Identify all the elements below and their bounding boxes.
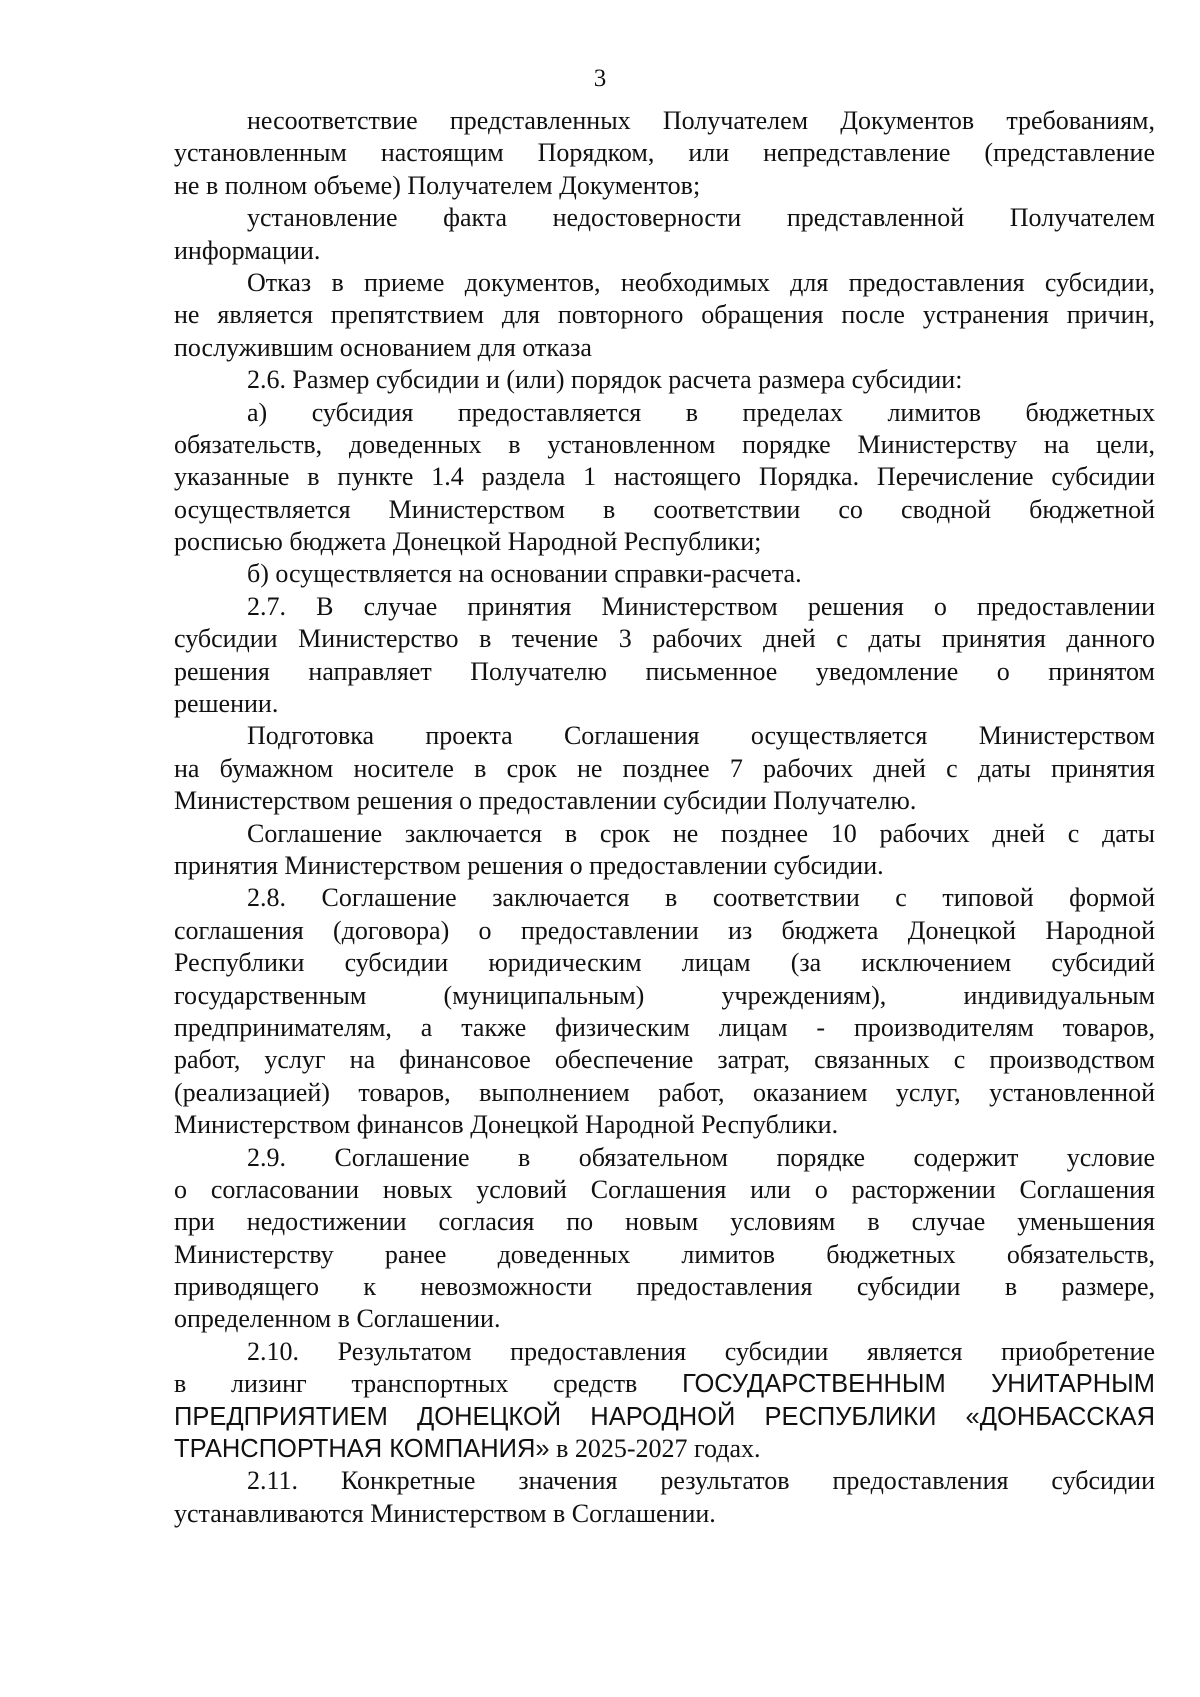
section-2-7-start: 2.7. В случае принятия Министерством решения о предоставлении <box>247 591 1155 621</box>
section-heading-2-6: 2.6. Размер субсидии и (или) порядок расчета размера субсидии: <box>247 365 963 395</box>
text-line: решения направляет Получателю письменное уведомление о принятом <box>174 656 1155 686</box>
text-line: обязательств, доведенных в установленном порядке Министерству на цели, <box>174 429 1155 459</box>
text-line: соглашения (договора) о предоставлении из бюджета Донецкой Народной <box>174 915 1155 945</box>
text-line: работ, услуг на финансовое обеспечение затрат, связанных с производством <box>174 1045 1155 1075</box>
text-line: Министерством финансов Донецкой Народной Республики. <box>174 1110 839 1140</box>
text-line: определенном в Соглашении. <box>174 1304 501 1334</box>
text-line: в лизинг транспортных средств ГОСУДАРСТВЕННЫМ УНИТАРНЫМ <box>174 1369 1155 1399</box>
text-line: указанные в пункте 1.4 раздела 1 настоящего Порядка. Перечисление субсидии <box>174 462 1155 492</box>
text-line: о согласовании новых условий Соглашения или о расторжении Соглашения <box>174 1174 1155 1204</box>
text-line: на бумажном носителе в срок не позднее 7 рабочих дней с даты принятия <box>174 753 1155 783</box>
text-line: установление факта недостоверности представленной Получателем <box>247 203 1155 233</box>
text-line: информации. <box>174 235 321 265</box>
company-name-fragment: ГОСУДАРСТВЕННЫМ УНИТАРНЫМ <box>682 1370 1155 1399</box>
text-line: предпринимателям, а также физическим лицам - производителям товаров, <box>174 1012 1155 1042</box>
text-line: Соглашение заключается в срок не позднее 10 рабочих дней с даты <box>247 818 1155 848</box>
text-line: установленным настоящим Порядком, или непредставление (представление <box>174 138 1155 168</box>
text-line: Республики субсидии юридическим лицам (за исключением субсидий <box>174 948 1155 978</box>
text-line: Министерством решения о предоставлении субсидии Получателю. <box>174 786 917 816</box>
section-2-9-start: 2.9. Соглашение в обязательном порядке содержит условие <box>247 1142 1155 1172</box>
text-line: решении. <box>174 689 279 719</box>
text-line: несоответствие представленных Получателем Документов требованиям, <box>247 106 1155 135</box>
text-line: субсидии Министерство в течение 3 рабочих дней с даты принятия данного <box>174 624 1155 654</box>
text-line: росписью бюджета Донецкой Народной Республики; <box>174 527 762 557</box>
text-line: (реализацией) товаров, выполнением работ, оказанием услуг, установленной <box>174 1077 1155 1107</box>
text-line: Министерству ранее доведенных лимитов бюджетных обязательств, <box>174 1239 1155 1269</box>
text-line-company-name: ПРЕДПРИЯТИЕМ ДОНЕЦКОЙ НАРОДНОЙ РЕСПУБЛИКИ «ДОНБАССКАЯ <box>174 1402 1155 1431</box>
text-line: не является препятствием для повторного обращения после устранения причин, <box>174 300 1155 330</box>
section-2-8-start: 2.8. Соглашение заключается в соответствии с типовой формой <box>247 883 1155 913</box>
text-line: государственным (муниципальным) учреждениям), индивидуальным <box>174 980 1155 1010</box>
text-line: устанавливаются Министерством в Соглашении. <box>174 1498 716 1528</box>
section-2-11-start: 2.11. Конкретные значения результатов предоставления субсидии <box>247 1466 1155 1496</box>
text-line: б) осуществляется на основании справки-расчета. <box>247 559 802 589</box>
section-2-10-start: 2.10. Результатом предоставления субсидии является приобретение <box>247 1336 1155 1366</box>
text-line: не в полном объеме) Получателем Документов; <box>174 170 701 200</box>
text-line: Подготовка проекта Соглашения осуществляется Министерством <box>247 721 1155 751</box>
text-line: принятия Министерством решения о предоставлении субсидии. <box>174 850 884 880</box>
text-line: послужившим основанием для отказа <box>174 332 592 362</box>
document-body <box>174 105 1155 1530</box>
text-line: Отказ в приеме документов, необходимых для предоставления субсидии, <box>247 267 1155 297</box>
text-line: а) субсидия предоставляется в пределах лимитов бюджетных <box>247 397 1155 427</box>
text-line: ТРАНСПОРТНАЯ КОМПАНИЯ» в 2025-2027 годах. <box>174 1434 761 1464</box>
page-number: 3 <box>593 65 607 92</box>
text-line: осуществляется Министерством в соответствии со сводной бюджетной <box>174 494 1155 524</box>
text-line: при недостижении согласия по новым условиям в случае уменьшения <box>174 1207 1155 1237</box>
text-line: приводящего к невозможности предоставления субсидии в размере, <box>174 1272 1155 1302</box>
company-name-fragment: ТРАНСПОРТНАЯ КОМПАНИЯ» <box>174 1435 550 1464</box>
